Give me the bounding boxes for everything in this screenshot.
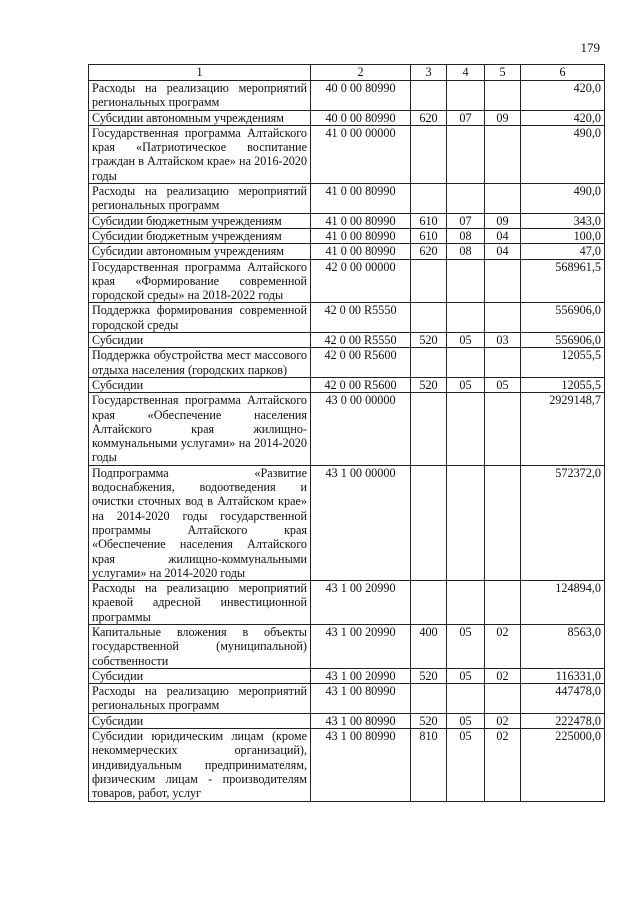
row-section-cell: 05 <box>447 668 485 683</box>
row-expense-type-cell <box>411 303 447 333</box>
row-subsection-cell <box>485 81 521 111</box>
row-name-cell: Поддержка формирования современной городской среды <box>89 303 311 333</box>
row-amount-cell: 2929148,7 <box>521 393 605 465</box>
row-section-cell: 05 <box>447 729 485 801</box>
row-expense-type-cell <box>411 348 447 378</box>
row-subsection-cell: 02 <box>485 713 521 728</box>
row-name-cell: Поддержка обустройства мест массового отдыха населения (городских парков) <box>89 348 311 378</box>
row-subsection-cell <box>485 184 521 214</box>
row-subsection-cell <box>485 393 521 465</box>
table-row <box>89 110 605 125</box>
row-subsection-cell: 02 <box>485 729 521 801</box>
row-subsection-cell <box>485 581 521 625</box>
row-name-cell: Расходы на реализацию мероприятий региональных программ <box>89 684 311 714</box>
row-expense-type-cell: 400 <box>411 624 447 668</box>
column-header: 3 <box>411 65 447 81</box>
row-amount-cell: 568961,5 <box>521 259 605 303</box>
row-section-cell <box>447 348 485 378</box>
row-code-cell: 41 0 00 80990 <box>311 228 411 243</box>
row-amount-cell: 124894,0 <box>521 581 605 625</box>
row-amount-cell: 447478,0 <box>521 684 605 714</box>
row-code-cell: 43 1 00 80990 <box>311 713 411 728</box>
row-section-cell <box>447 465 485 580</box>
row-code-cell: 42 0 00 R5600 <box>311 348 411 378</box>
row-expense-type-cell: 810 <box>411 729 447 801</box>
row-name-cell: Субсидии <box>89 668 311 683</box>
row-expense-type-cell <box>411 393 447 465</box>
row-name-cell: Субсидии <box>89 713 311 728</box>
row-code-cell: 42 0 00 R5550 <box>311 303 411 333</box>
row-subsection-cell: 05 <box>485 377 521 392</box>
table-row <box>89 393 605 465</box>
table-row <box>89 81 605 111</box>
table-row <box>89 333 605 348</box>
row-name-cell: Расходы на реализацию мероприятий краевой адресной инвестиционной программы <box>89 581 311 625</box>
table-row <box>89 684 605 714</box>
row-code-cell: 41 0 00 80990 <box>311 244 411 259</box>
table-body <box>89 81 605 802</box>
row-amount-cell: 47,0 <box>521 244 605 259</box>
row-section-cell <box>447 581 485 625</box>
row-name-cell: Субсидии бюджетным учреждениям <box>89 228 311 243</box>
row-code-cell: 43 1 00 80990 <box>311 729 411 801</box>
row-expense-type-cell: 610 <box>411 228 447 243</box>
row-section-cell <box>447 81 485 111</box>
row-subsection-cell: 09 <box>485 213 521 228</box>
row-section-cell <box>447 125 485 183</box>
row-name-cell: Расходы на реализацию мероприятий региональных программ <box>89 184 311 214</box>
row-section-cell: 07 <box>447 110 485 125</box>
table-row <box>89 213 605 228</box>
row-name-cell: Подпрограмма «Развитие водоснабжения, водоотведения и очистки сточных вод в Алтайском крае» на 2014-2020 годы государственной программы Алтайского края «Обеспечение населения Алтайского края жилищно-коммунальными услугами» на 2014-2020 годы <box>89 465 311 580</box>
row-expense-type-cell <box>411 581 447 625</box>
row-subsection-cell <box>485 465 521 580</box>
row-subsection-cell <box>485 125 521 183</box>
row-name-cell: Субсидии <box>89 333 311 348</box>
row-code-cell: 41 0 00 80990 <box>311 213 411 228</box>
table-row <box>89 624 605 668</box>
row-amount-cell: 8563,0 <box>521 624 605 668</box>
row-subsection-cell: 04 <box>485 228 521 243</box>
row-code-cell: 42 0 00 00000 <box>311 259 411 303</box>
table-row <box>89 244 605 259</box>
row-subsection-cell <box>485 684 521 714</box>
row-amount-cell: 420,0 <box>521 81 605 111</box>
row-subsection-cell <box>485 303 521 333</box>
row-expense-type-cell: 520 <box>411 713 447 728</box>
table-row <box>89 377 605 392</box>
row-code-cell: 40 0 00 80990 <box>311 110 411 125</box>
row-section-cell: 08 <box>447 228 485 243</box>
table-row <box>89 348 605 378</box>
row-section-cell: 07 <box>447 213 485 228</box>
row-name-cell: Субсидии автономным учреждениям <box>89 244 311 259</box>
row-section-cell <box>447 393 485 465</box>
row-section-cell <box>447 684 485 714</box>
table-row <box>89 228 605 243</box>
row-code-cell: 43 0 00 00000 <box>311 393 411 465</box>
row-amount-cell: 572372,0 <box>521 465 605 580</box>
budget-table <box>88 64 605 802</box>
row-subsection-cell: 02 <box>485 668 521 683</box>
table-row <box>89 125 605 183</box>
table-row <box>89 668 605 683</box>
row-amount-cell: 556906,0 <box>521 303 605 333</box>
row-amount-cell: 556906,0 <box>521 333 605 348</box>
row-expense-type-cell: 620 <box>411 244 447 259</box>
row-name-cell: Субсидии юридическим лицам (кроме некоммерческих организаций), индивидуальным предпринимателям, физическим лицам - производителям товаров, работ, услуг <box>89 729 311 801</box>
row-expense-type-cell: 520 <box>411 668 447 683</box>
column-header: 6 <box>521 65 605 81</box>
row-subsection-cell: 04 <box>485 244 521 259</box>
row-section-cell: 05 <box>447 624 485 668</box>
row-expense-type-cell <box>411 684 447 714</box>
row-code-cell: 43 1 00 80990 <box>311 684 411 714</box>
row-code-cell: 43 1 00 20990 <box>311 668 411 683</box>
row-code-cell: 40 0 00 80990 <box>311 81 411 111</box>
row-amount-cell: 12055,5 <box>521 348 605 378</box>
row-section-cell <box>447 184 485 214</box>
row-name-cell: Государственная программа Алтайского края «Обеспечение населения Алтайского края жилищно-коммунальными услугами» на 2014-2020 годы <box>89 393 311 465</box>
row-name-cell: Субсидии <box>89 377 311 392</box>
row-subsection-cell: 02 <box>485 624 521 668</box>
row-expense-type-cell: 620 <box>411 110 447 125</box>
row-expense-type-cell <box>411 259 447 303</box>
row-expense-type-cell: 520 <box>411 333 447 348</box>
row-code-cell: 43 1 00 00000 <box>311 465 411 580</box>
row-amount-cell: 225000,0 <box>521 729 605 801</box>
row-expense-type-cell <box>411 184 447 214</box>
row-expense-type-cell <box>411 81 447 111</box>
row-section-cell: 05 <box>447 713 485 728</box>
table-row <box>89 713 605 728</box>
row-code-cell: 43 1 00 20990 <box>311 581 411 625</box>
row-subsection-cell: 03 <box>485 333 521 348</box>
row-section-cell: 08 <box>447 244 485 259</box>
row-code-cell: 42 0 00 R5550 <box>311 333 411 348</box>
row-subsection-cell: 09 <box>485 110 521 125</box>
row-code-cell: 43 1 00 20990 <box>311 624 411 668</box>
row-code-cell: 42 0 00 R5600 <box>311 377 411 392</box>
row-amount-cell: 100,0 <box>521 228 605 243</box>
row-code-cell: 41 0 00 80990 <box>311 184 411 214</box>
table-row <box>89 465 605 580</box>
row-amount-cell: 490,0 <box>521 184 605 214</box>
table-row <box>89 729 605 801</box>
row-name-cell: Капитальные вложения в объекты государственной (муниципальной) собственности <box>89 624 311 668</box>
page-number: 179 <box>580 40 600 55</box>
table-row <box>89 303 605 333</box>
row-expense-type-cell: 520 <box>411 377 447 392</box>
column-header: 5 <box>485 65 521 81</box>
table-row <box>89 259 605 303</box>
row-amount-cell: 343,0 <box>521 213 605 228</box>
table-row <box>89 184 605 214</box>
row-amount-cell: 222478,0 <box>521 713 605 728</box>
row-amount-cell: 116331,0 <box>521 668 605 683</box>
column-header: 4 <box>447 65 485 81</box>
row-subsection-cell <box>485 259 521 303</box>
row-amount-cell: 12055,5 <box>521 377 605 392</box>
row-expense-type-cell <box>411 465 447 580</box>
column-header: 1 <box>89 65 311 81</box>
row-name-cell: Субсидии автономным учреждениям <box>89 110 311 125</box>
row-section-cell <box>447 303 485 333</box>
row-amount-cell: 420,0 <box>521 110 605 125</box>
row-name-cell: Государственная программа Алтайского края «Патриотическое воспитание граждан в Алтайском крае» на 2016-2020 годы <box>89 125 311 183</box>
row-subsection-cell <box>485 348 521 378</box>
column-header: 2 <box>311 65 411 81</box>
table-header-row <box>89 65 605 81</box>
row-section-cell <box>447 259 485 303</box>
row-amount-cell: 490,0 <box>521 125 605 183</box>
row-code-cell: 41 0 00 00000 <box>311 125 411 183</box>
row-name-cell: Субсидии бюджетным учреждениям <box>89 213 311 228</box>
row-expense-type-cell <box>411 125 447 183</box>
row-section-cell: 05 <box>447 377 485 392</box>
row-expense-type-cell: 610 <box>411 213 447 228</box>
row-name-cell: Государственная программа Алтайского края «Формирование современной городской среды» на 2018-2022 годы <box>89 259 311 303</box>
row-section-cell: 05 <box>447 333 485 348</box>
row-name-cell: Расходы на реализацию мероприятий региональных программ <box>89 81 311 111</box>
table-row <box>89 581 605 625</box>
